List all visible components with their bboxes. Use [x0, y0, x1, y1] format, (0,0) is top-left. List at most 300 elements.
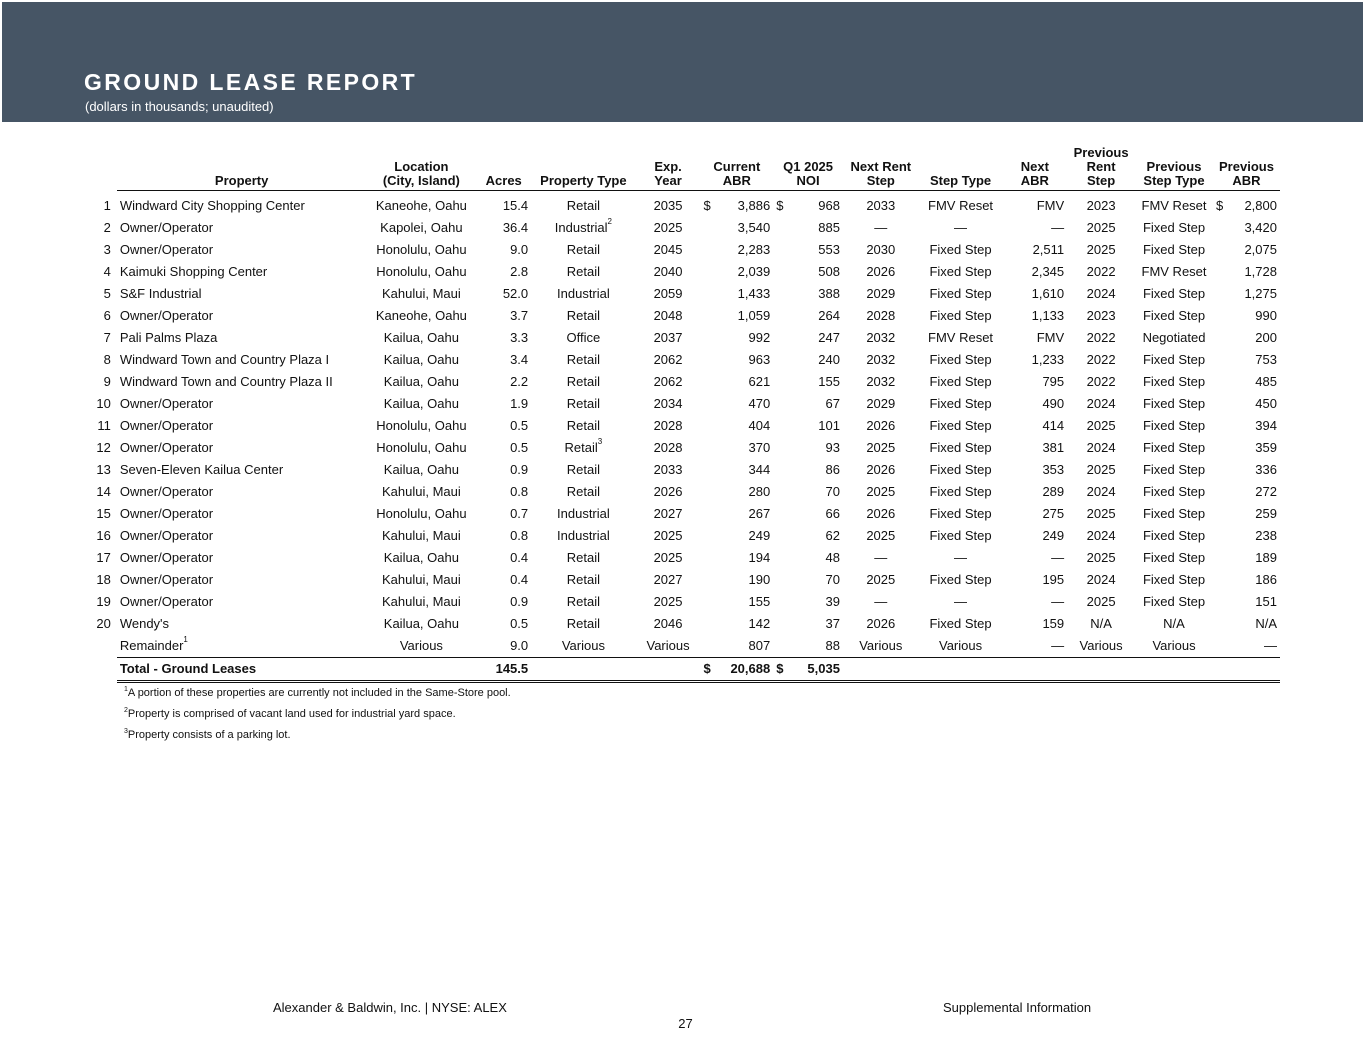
acres-cell: 52.0	[502, 286, 529, 301]
next-abr-cell: 795	[1042, 374, 1065, 389]
rank-cell: 3	[103, 242, 111, 257]
previous-rent-step-cell: 2024	[1086, 396, 1116, 411]
q1-noi-cell: 240	[818, 352, 840, 367]
total-type	[531, 657, 636, 681]
previous-rent-step-cell: 2024	[1086, 572, 1116, 587]
property-cell: Owner/Operator	[119, 396, 214, 411]
next-rent-step-cell: —	[874, 220, 888, 235]
footer-company: Alexander & Baldwin, Inc. | NYSE: ALEX	[273, 1000, 507, 1015]
next-abr-cell: 275	[1042, 506, 1065, 521]
property-type-cell: Retail	[566, 484, 601, 499]
step-type-cell: Fixed Step	[929, 374, 992, 389]
step-type-cell: Fixed Step	[929, 308, 992, 323]
exp-year-cell: 2037	[653, 330, 683, 345]
location-cell: Kahului, Maui	[381, 286, 461, 301]
acres-cell: 0.5	[510, 418, 529, 433]
property-cell: Windward City Shopping Center	[119, 198, 305, 213]
current-abr-cell: 344	[748, 462, 771, 477]
previous-rent-step-cell: 2025	[1086, 506, 1116, 521]
remainder-prev-step: Various	[1067, 635, 1135, 658]
acres-cell: 3.4	[510, 352, 529, 367]
property-cell: Owner/Operator	[119, 440, 214, 455]
location-cell: Honolulu, Oahu	[376, 418, 467, 433]
property-type-cell: Industrial	[557, 506, 610, 521]
previous-rent-step-cell: 2022	[1086, 352, 1116, 367]
next-rent-step-cell: —	[874, 550, 888, 565]
location-cell: Kailua, Oahu	[383, 616, 459, 631]
q1-noi-cell: 39	[825, 594, 840, 609]
next-abr-cell: 414	[1042, 418, 1065, 433]
previous-step-type-cell: Fixed Step	[1142, 528, 1206, 543]
total-prev-abr	[1213, 657, 1280, 681]
previous-rent-step-cell: 2024	[1086, 286, 1116, 301]
next-rent-step-cell: 2025	[866, 484, 896, 499]
exp-year-cell: 2035	[653, 198, 683, 213]
table-row	[80, 569, 1280, 591]
acres-cell: 1.9	[510, 396, 529, 411]
table-row	[80, 349, 1280, 371]
property-type-cell: Office	[566, 330, 601, 345]
table-row	[80, 591, 1280, 613]
acres-cell: 2.8	[510, 264, 529, 279]
table-row	[80, 547, 1280, 569]
location-cell: Kailua, Oahu	[383, 374, 459, 389]
next-rent-step-cell: 2032	[866, 374, 896, 389]
next-rent-step-cell: 2030	[866, 242, 896, 257]
next-rent-step-cell: 2026	[866, 616, 896, 631]
remainder-rank	[80, 635, 117, 658]
exp-year-cell: 2025	[653, 528, 683, 543]
current-abr-cell: 370	[748, 440, 771, 455]
current-abr-cell: 142	[748, 616, 771, 631]
previous-step-type-cell: Fixed Step	[1142, 484, 1206, 499]
previous-abr-cell: 238	[1255, 528, 1277, 543]
exp-year-cell: 2026	[653, 484, 683, 499]
previous-rent-step-cell: 2024	[1086, 440, 1116, 455]
property-type-cell: Retail	[566, 418, 601, 433]
q1-noi-cell: 86	[825, 462, 840, 477]
rank-cell: 1	[103, 198, 111, 213]
current-abr-cell: 992	[748, 330, 771, 345]
next-rent-step-cell: 2029	[866, 396, 896, 411]
next-abr-cell: 1,233	[1031, 352, 1065, 367]
previous-abr-cell: 753	[1255, 352, 1277, 367]
step-type-cell: Fixed Step	[929, 242, 992, 257]
exp-year-cell: 2048	[653, 308, 683, 323]
footnote-1: $^1$A portion of these properties are currently not included in the Same-Store pool.	[124, 686, 511, 699]
previous-rent-step-cell: 2024	[1086, 528, 1116, 543]
next-rent-step-cell: 2026	[866, 418, 896, 433]
total-rank	[80, 657, 117, 681]
property-cell: Owner/Operator	[119, 528, 214, 543]
page-subtitle: (dollars in thousands; unaudited)	[85, 99, 274, 114]
footnote-2: $^2$Property is comprised of vacant land used for industrial yard space.	[124, 707, 456, 720]
remainder-next-step: Various	[843, 635, 919, 658]
header-step-type: Step Type	[919, 144, 1003, 190]
acres-cell: 0.4	[510, 572, 529, 587]
location-cell: Kailua, Oahu	[383, 396, 459, 411]
location-cell: Honolulu, Oahu	[376, 440, 467, 455]
ground-lease-table	[80, 144, 1280, 683]
table-row	[80, 305, 1280, 327]
rank-cell: 10	[96, 396, 111, 411]
next-rent-step-cell: 2029	[866, 286, 896, 301]
rank-cell: 12	[96, 440, 111, 455]
step-type-cell: Fixed Step	[929, 484, 992, 499]
acres-cell: 3.3	[510, 330, 529, 345]
remainder-location: Various	[366, 635, 476, 658]
previous-step-type-cell: N/A	[1163, 616, 1185, 631]
previous-abr-cell: 189	[1255, 550, 1277, 565]
table-row	[80, 217, 1280, 239]
location-cell: Kailua, Oahu	[383, 550, 459, 565]
total-step-type	[919, 657, 1003, 681]
rank-cell: 13	[96, 462, 111, 477]
location-cell: Kahului, Maui	[381, 572, 461, 587]
table-row	[80, 261, 1280, 283]
exp-year-cell: 2027	[653, 572, 683, 587]
current-abr-cell: 2,283	[737, 242, 771, 257]
location-cell: Kailua, Oahu	[383, 462, 459, 477]
step-type-cell: Fixed Step	[929, 528, 992, 543]
header-rank	[80, 144, 117, 190]
step-type-cell: Fixed Step	[929, 572, 992, 587]
step-type-cell: Fixed Step	[929, 286, 992, 301]
previous-rent-step-cell: 2025	[1086, 462, 1116, 477]
next-rent-step-cell: 2025	[866, 528, 896, 543]
step-type-cell: FMV Reset	[928, 330, 994, 345]
rank-cell: 11	[97, 418, 111, 433]
previous-abr-cell: 359	[1255, 440, 1277, 455]
header-current-abr: Current ABR	[700, 144, 773, 190]
property-cell: Windward Town and Country Plaza II	[119, 374, 333, 389]
exp-year-cell: 2033	[653, 462, 683, 477]
previous-abr-cell: 200	[1255, 330, 1277, 345]
property-cell: Owner/Operator	[119, 572, 214, 587]
previous-rent-step-cell: 2025	[1086, 550, 1116, 565]
previous-step-type-cell: Fixed Step	[1142, 550, 1206, 565]
acres-cell: 0.5	[510, 440, 529, 455]
footer-section: Supplemental Information	[943, 1000, 1092, 1015]
next-rent-step-cell: 2032	[866, 330, 896, 345]
next-abr-cell: 249	[1042, 528, 1065, 543]
remainder-type: Various	[531, 635, 636, 658]
table-header-row	[80, 144, 1280, 190]
property-cell: Windward Town and Country Plaza I	[119, 352, 330, 367]
property-type-cell: Retail	[566, 308, 601, 323]
step-type-cell: FMV Reset	[928, 198, 994, 213]
step-type-cell: Fixed Step	[929, 396, 992, 411]
rank-cell: 17	[96, 550, 111, 565]
property-type-cell: Retail	[566, 572, 601, 587]
rank-cell: 6	[103, 308, 111, 323]
next-abr-cell: 195	[1042, 572, 1065, 587]
previous-step-type-cell: Fixed Step	[1142, 396, 1206, 411]
current-abr-cell: 280	[748, 484, 771, 499]
total-location	[366, 657, 476, 681]
q1-noi-cell: 155	[818, 374, 840, 389]
previous-rent-step-cell: 2025	[1086, 242, 1116, 257]
table-row	[80, 525, 1280, 547]
location-cell: Kapolei, Oahu	[380, 220, 463, 235]
remainder-abr: 807	[700, 635, 773, 658]
table-row	[80, 393, 1280, 415]
previous-rent-step-cell: 2025	[1086, 418, 1116, 433]
next-abr-cell: 2,511	[1032, 242, 1065, 257]
q1-noi-cell: 101	[818, 418, 840, 433]
step-type-cell: Fixed Step	[929, 440, 992, 455]
rank-cell: 8	[103, 352, 111, 367]
header-property-type: Property Type	[531, 144, 636, 190]
next-rent-step-cell: —	[874, 594, 888, 609]
next-abr-cell: 2,345	[1031, 264, 1065, 279]
table-row	[80, 283, 1280, 305]
q1-noi-cell: 37	[825, 616, 840, 631]
table-row	[80, 459, 1280, 481]
q1-noi-cell: 885	[818, 220, 840, 235]
header-exp-year: Exp. Year	[636, 144, 701, 190]
previous-step-type-cell: Fixed Step	[1142, 308, 1206, 323]
next-abr-cell: —	[1051, 550, 1065, 565]
location-cell: Kailua, Oahu	[383, 330, 459, 345]
current-abr-cell: 963	[748, 352, 771, 367]
current-abr-cell: 190	[748, 572, 771, 587]
next-abr-cell: FMV	[1036, 198, 1065, 213]
next-abr-cell: 159	[1042, 616, 1065, 631]
property-cell: Owner/Operator	[119, 418, 214, 433]
q1-noi-cell: 67	[825, 396, 840, 411]
remainder-noi: 88	[773, 635, 843, 658]
header-location: Location (City, Island)	[366, 144, 476, 190]
property-type-cell: Retail	[566, 396, 601, 411]
header-q1-noi: Q1 2025 NOI	[773, 144, 843, 190]
previous-step-type-cell: Fixed Step	[1142, 572, 1206, 587]
previous-abr-cell: 186	[1255, 572, 1277, 587]
acres-cell: 0.9	[510, 462, 529, 477]
previous-step-type-cell: Fixed Step	[1142, 374, 1206, 389]
acres-cell: 9.0	[510, 242, 529, 257]
q1-noi-cell: 48	[825, 550, 840, 565]
previous-step-type-cell: Fixed Step	[1142, 462, 1206, 477]
q1-noi-cell: 553	[818, 242, 840, 257]
remainder-exp: Various	[636, 635, 701, 658]
next-rent-step-cell: 2033	[866, 198, 896, 213]
current-abr-cell: $ 3,886	[703, 198, 771, 213]
current-abr-cell: 194	[748, 550, 771, 565]
remainder-acres: 9.0	[476, 635, 531, 658]
next-rent-step-cell: 2026	[866, 506, 896, 521]
next-abr-cell: 1,610	[1031, 286, 1065, 301]
current-abr-cell: 3,540	[737, 220, 771, 235]
rank-cell: 5	[103, 286, 111, 301]
rank-cell: 7	[103, 330, 111, 345]
previous-rent-step-cell: 2022	[1086, 330, 1116, 345]
previous-step-type-cell: FMV Reset	[1141, 198, 1207, 213]
previous-abr-cell: 259	[1255, 506, 1277, 521]
footnotes	[124, 686, 511, 749]
location-cell: Honolulu, Oahu	[376, 506, 467, 521]
previous-abr-cell: $ 2,800	[1215, 198, 1277, 213]
total-label: Total - Ground Leases	[117, 657, 367, 681]
next-abr-cell: FMV	[1036, 330, 1065, 345]
property-cell: Pali Palms Plaza	[119, 330, 218, 345]
previous-step-type-cell: Fixed Step	[1142, 352, 1206, 367]
page-title: GROUND LEASE REPORT	[84, 69, 418, 95]
step-type-cell: —	[954, 550, 968, 565]
previous-abr-cell: 394	[1255, 418, 1277, 433]
previous-step-type-cell: Fixed Step	[1142, 506, 1206, 521]
previous-abr-cell: 450	[1255, 396, 1277, 411]
next-abr-cell: —	[1051, 594, 1065, 609]
remainder-next-abr: —	[1002, 635, 1067, 658]
current-abr-cell: 404	[748, 418, 771, 433]
q1-noi-cell: 62	[825, 528, 840, 543]
previous-step-type-cell: Negotiated	[1142, 330, 1206, 345]
current-abr-cell: 267	[748, 506, 771, 521]
location-cell: Kahului, Maui	[381, 528, 461, 543]
property-cell: Owner/Operator	[119, 506, 214, 521]
previous-rent-step-cell: N/A	[1090, 616, 1112, 631]
rank-cell: 15	[96, 506, 111, 521]
next-abr-cell: 381	[1042, 440, 1065, 455]
remainder-property: Remainder$^1$	[117, 635, 367, 658]
acres-cell: 0.8	[510, 528, 529, 543]
location-cell: Kailua, Oahu	[383, 352, 459, 367]
total-prev-type	[1135, 657, 1213, 681]
step-type-cell: Fixed Step	[929, 616, 992, 631]
previous-step-type-cell: Fixed Step	[1142, 286, 1206, 301]
property-cell: Owner/Operator	[119, 484, 214, 499]
next-rent-step-cell: 2028	[866, 308, 896, 323]
header-property: Property	[117, 144, 367, 190]
total-acres: 145.5	[476, 657, 531, 681]
property-cell: Owner/Operator	[119, 550, 214, 565]
step-type-cell: Fixed Step	[929, 462, 992, 477]
acres-cell: 0.7	[510, 506, 529, 521]
next-abr-cell: 490	[1042, 396, 1065, 411]
rank-cell: 18	[96, 572, 111, 587]
current-abr-cell: 470	[748, 396, 771, 411]
next-rent-step-cell: 2026	[866, 264, 896, 279]
exp-year-cell: 2046	[653, 616, 683, 631]
previous-abr-cell: 485	[1255, 374, 1277, 389]
total-prev-step	[1067, 657, 1135, 681]
previous-abr-cell: 272	[1255, 484, 1277, 499]
acres-cell: 2.2	[510, 374, 529, 389]
property-cell: Owner/Operator	[119, 220, 214, 235]
property-cell: Wendy's	[119, 616, 170, 631]
exp-year-cell: 2025	[653, 594, 683, 609]
previous-abr-cell: N/A	[1255, 616, 1277, 631]
previous-step-type-cell: Fixed Step	[1142, 220, 1206, 235]
exp-year-cell: 2059	[653, 286, 683, 301]
total-next-abr	[1002, 657, 1067, 681]
step-type-cell: Fixed Step	[929, 264, 992, 279]
q1-noi-cell: 93	[825, 440, 840, 455]
location-cell: Kahului, Maui	[381, 484, 461, 499]
location-cell: Honolulu, Oahu	[376, 264, 467, 279]
header-previous-rent-step: Previous Rent Step	[1067, 144, 1135, 190]
header-next-rent-step: Next Rent Step	[843, 144, 919, 190]
table-row	[80, 503, 1280, 525]
previous-abr-cell: 1,728	[1244, 264, 1277, 279]
header-next-abr: Next ABR	[1002, 144, 1067, 190]
rank-cell: 2	[103, 220, 111, 235]
exp-year-cell: 2034	[653, 396, 683, 411]
next-abr-cell: 1,133	[1031, 308, 1065, 323]
current-abr-cell: 1,433	[737, 286, 771, 301]
table-row	[80, 195, 1280, 217]
exp-year-cell: 2028	[653, 440, 683, 455]
exp-year-cell: 2040	[653, 264, 683, 279]
exp-year-cell: 2025	[653, 220, 683, 235]
q1-noi-cell: 388	[818, 286, 840, 301]
property-type-cell: Retail	[566, 198, 601, 213]
previous-abr-cell: 151	[1255, 594, 1277, 609]
q1-noi-cell: 66	[825, 506, 840, 521]
previous-abr-cell: 3,420	[1244, 220, 1277, 235]
next-abr-cell: —	[1051, 220, 1065, 235]
previous-abr-cell: 2,075	[1244, 242, 1277, 257]
acres-cell: 0.5	[510, 616, 529, 631]
next-abr-cell: 289	[1042, 484, 1065, 499]
step-type-cell: Fixed Step	[929, 352, 992, 367]
property-cell: Kaimuki Shopping Center	[119, 264, 268, 279]
previous-abr-cell: 990	[1255, 308, 1277, 323]
header-previous-step-type: Previous Step Type	[1135, 144, 1213, 190]
previous-rent-step-cell: 2025	[1086, 220, 1116, 235]
page-number: 27	[678, 1016, 693, 1031]
location-cell: Kaneohe, Oahu	[375, 198, 467, 213]
previous-abr-cell: 1,275	[1244, 286, 1277, 301]
previous-rent-step-cell: 2024	[1086, 484, 1116, 499]
previous-rent-step-cell: 2022	[1086, 374, 1116, 389]
location-cell: Kahului, Maui	[381, 594, 461, 609]
exp-year-cell: 2028	[653, 418, 683, 433]
property-type-cell: Retail	[566, 616, 601, 631]
q1-noi-cell: 247	[818, 330, 840, 345]
property-type-cell: Industrial	[557, 286, 610, 301]
next-rent-step-cell: 2032	[866, 352, 896, 367]
table-row	[80, 371, 1280, 393]
q1-noi-cell: 70	[825, 572, 840, 587]
rank-cell: 16	[96, 528, 111, 543]
property-cell: Owner/Operator	[119, 594, 214, 609]
step-type-cell: Fixed Step	[929, 506, 992, 521]
previous-rent-step-cell: 2025	[1086, 594, 1116, 609]
property-type-cell: Industrial	[557, 528, 610, 543]
next-abr-cell: 353	[1042, 462, 1065, 477]
rank-cell: 9	[103, 374, 111, 389]
property-type-cell: Retail	[566, 550, 601, 565]
next-rent-step-cell: 2025	[866, 572, 896, 587]
remainder-prev-abr: —	[1213, 635, 1280, 658]
current-abr-cell: 621	[748, 374, 771, 389]
previous-step-type-cell: Fixed Step	[1142, 440, 1206, 455]
property-cell: Owner/Operator	[119, 242, 214, 257]
step-type-cell: —	[954, 594, 968, 609]
exp-year-cell: 2062	[653, 374, 683, 389]
total-abr: $ 20,688	[700, 657, 773, 681]
location-cell: Kaneohe, Oahu	[375, 308, 467, 323]
table-row	[80, 239, 1280, 261]
step-type-cell: —	[954, 220, 968, 235]
previous-step-type-cell: FMV Reset	[1141, 264, 1207, 279]
remainder-step-type: Various	[919, 635, 1003, 658]
property-cell: Owner/Operator	[119, 308, 214, 323]
property-type-cell: Retail	[566, 242, 601, 257]
previous-rent-step-cell: 2023	[1086, 198, 1116, 213]
